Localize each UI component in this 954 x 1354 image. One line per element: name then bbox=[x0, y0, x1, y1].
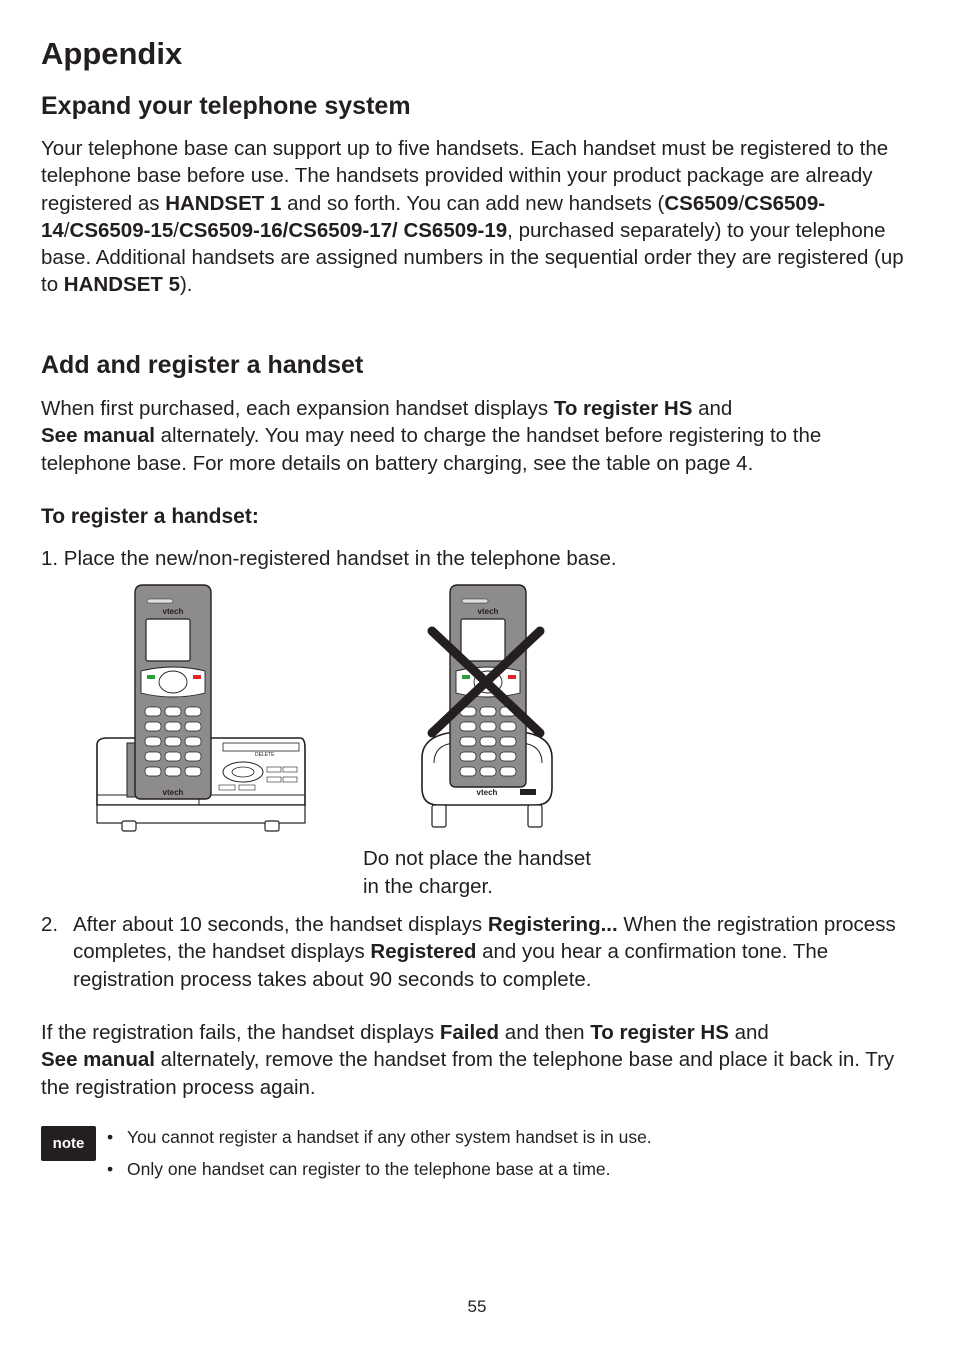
paragraph-expand: Your telephone base can support up to five handsets. Each handset must be registered to the telephone base before use. The handsets provided within your product package are already registered as HANDSET 1 and so forth. You can add new handsets (CS6509/CS6509-14/CS6509-15/CS6509-16/CS6509-17/ CS6509-19, purchased separately) to your telephone base. Additional handsets are assigned numbers in the sequential order they are registered (up to HANDSET 5). bbox=[41, 137, 904, 297]
brand-logo-top: vtech bbox=[162, 607, 184, 616]
charger-brand-logo: vtech bbox=[476, 788, 498, 797]
base-delete-label: DELETE bbox=[255, 752, 275, 758]
section-heading-add: Add and register a handset bbox=[41, 351, 364, 379]
handset-in-charger-illustration bbox=[418, 583, 558, 835]
page-title: Appendix bbox=[41, 36, 183, 71]
subheading-register: To register a handset: bbox=[41, 505, 259, 528]
section-heading-expand: Expand your telephone system bbox=[41, 92, 411, 120]
step-2: 2. After about 10 seconds, the handset displays Registering... When the registration process completes, the handset displays Registered and you hear a confirmation tone. The registration process takes about 90 seconds to complete. bbox=[41, 913, 896, 991]
note-badge: note bbox=[41, 1126, 96, 1161]
illustration-caption: Do not place the handset in the charger. bbox=[363, 847, 591, 898]
handset-in-base-illustration bbox=[95, 583, 307, 835]
page-number: 55 bbox=[467, 1297, 487, 1316]
brand-logo-top-2: vtech bbox=[477, 607, 499, 616]
paragraph-add: When first purchased, each expansion handset displays To register HS and See manual alternately. You may need to charge the handset before registering to the telephone base. For more details on battery charging, see the table on page 4. bbox=[41, 397, 822, 475]
note-item: • Only one handset can register to the telephone base at a time. bbox=[107, 1156, 652, 1188]
step-1: 1. Place the new/non-registered handset in the telephone base. bbox=[41, 547, 617, 570]
paragraph-failure: If the registration fails, the handset displays Failed and then To register HS and See manual alternately, remove the handset from the telephone base and place it back in. Try the registration process again. bbox=[41, 1021, 895, 1099]
note-list bbox=[107, 1124, 652, 1188]
note-item: • You cannot register a handset if any other system handset is in use. bbox=[107, 1124, 652, 1156]
brand-logo-bottom: vtech bbox=[162, 788, 184, 797]
